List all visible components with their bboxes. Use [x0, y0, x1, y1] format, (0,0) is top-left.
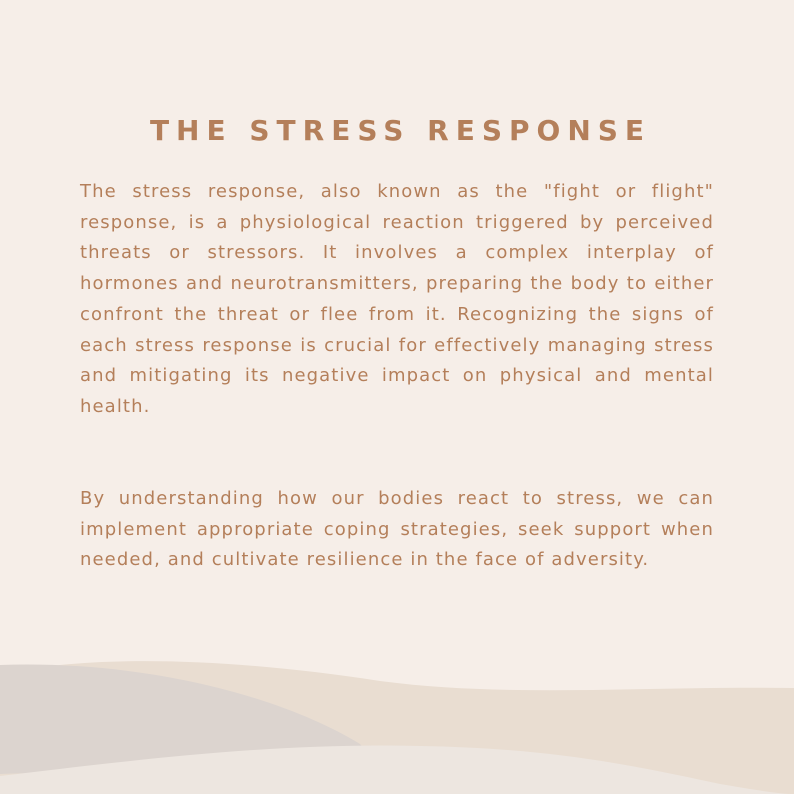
body-paragraph-2: By understanding how our bodies react to stress, we can implement appropriate coping strategies, seek support when needed, and cultivate resilience in the face of adversity. [80, 488, 714, 571]
body-paragraph-1: The stress response, also known as the "fight or flight" response, is a physiological reaction triggered by perceived threats or stressors. It involves a complex interplay of hormones and neurotransmitters, preparing the body to either confront the threat or flee from it. Recognizing the signs of each stress response is crucial for effectively managing stress and mitigating its negative impact on physical and mental health. [80, 181, 714, 417]
decorative-waves [0, 650, 794, 794]
page-title: THE STRESS RESPONSE [149, 114, 652, 147]
